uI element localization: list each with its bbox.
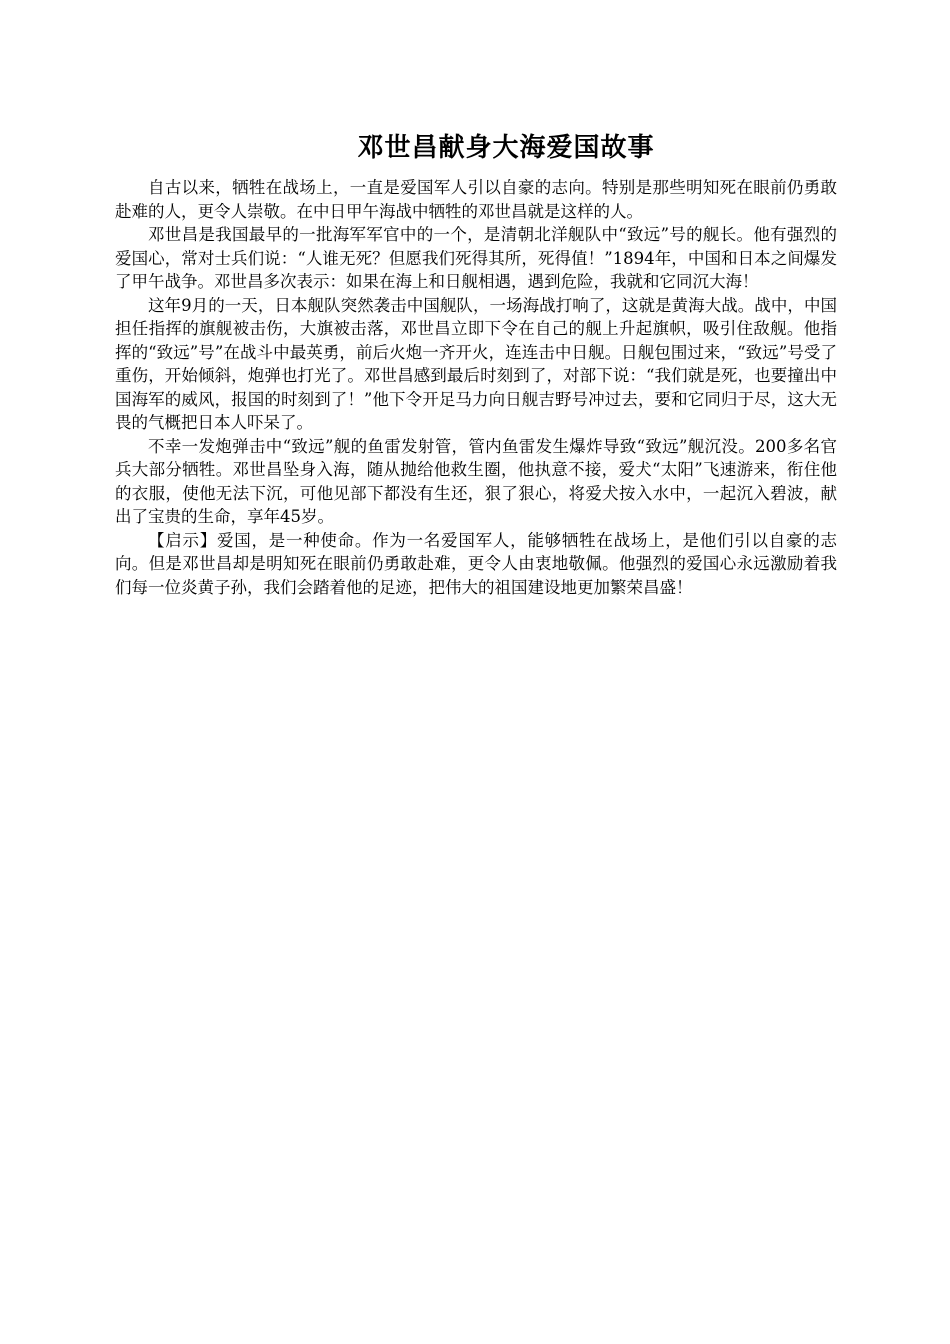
paragraph-background: 邓世昌是我国最早的一批海军军官中的一个，是清朝北洋舰队中“致远”号的舰长。他有强烈的爱国心，常对士兵们说：“人谁无死？但愿我们死得其所，死得值！”1894年，中国和日本之间爆发了甲午战争。邓世昌多次表示：如果在海上和日舰相遇，遇到危险，我就和它同沉大海！ [115, 225, 837, 291]
document-title: 邓世昌献身大海爱国故事 [357, 133, 655, 163]
paragraph-sacrifice: 不幸一发炮弹击中“致远”舰的鱼雷发射管，管内鱼雷发生爆炸导致“致远”舰沉没。200多名官兵大部分牺牲。邓世昌坠身入海，随从抛给他救生圈，他执意不接，爱犬“太阳”飞速游来，衔住他的衣服，使他无法下沉，可他见部下都没有生还，狠了狠心，将爱犬按入水中，一起沉入碧波，献出了宝贵的生命，享年45岁。 [115, 436, 837, 526]
paragraph-lesson: 【启示】爱国，是一种使命。作为一名爱国军人，能够牺牲在战场上，是他们引以自豪的志向。但是邓世昌却是明知死在眼前仍勇敢赴难，更令人由衷地敬佩。他强烈的爱国心永远激励着我们每一位炎黄子孙，我们会踏着他的足迹，把伟大的祖国建设地更加繁荣昌盛！ [115, 530, 837, 597]
document-page [115, 128, 837, 599]
paragraph-battle: 这年9月的一天，日本舰队突然袭击中国舰队，一场海战打响了，这就是黄海大战。战中，中国担任指挥的旗舰被击伤，大旗被击落，邓世昌立即下令在自己的舰上升起旗帜，吸引住敌舰。他指挥的“致远”号”在战斗中最英勇，前后火炮一齐开火，连连击中日舰。日舰包围过来，“致远”号受了重伤，开始倾斜，炮弹也打光了。邓世昌感到最后时刻到了，对部下说：“我们就是死，也要撞出中国海军的威风，报国的时刻到了！”他下令开足马力向日舰吉野号冲过去，要和它同归于尽，这大无畏的气概把日本人吓呆了。 [115, 295, 837, 432]
paragraph-intro: 自古以来，牺牲在战场上，一直是爱国军人引以自豪的志向。特别是那些明知死在眼前仍勇敢赴难的人，更令人崇敬。在中日甲午海战中牺牲的邓世昌就是这样的人。 [115, 178, 837, 221]
